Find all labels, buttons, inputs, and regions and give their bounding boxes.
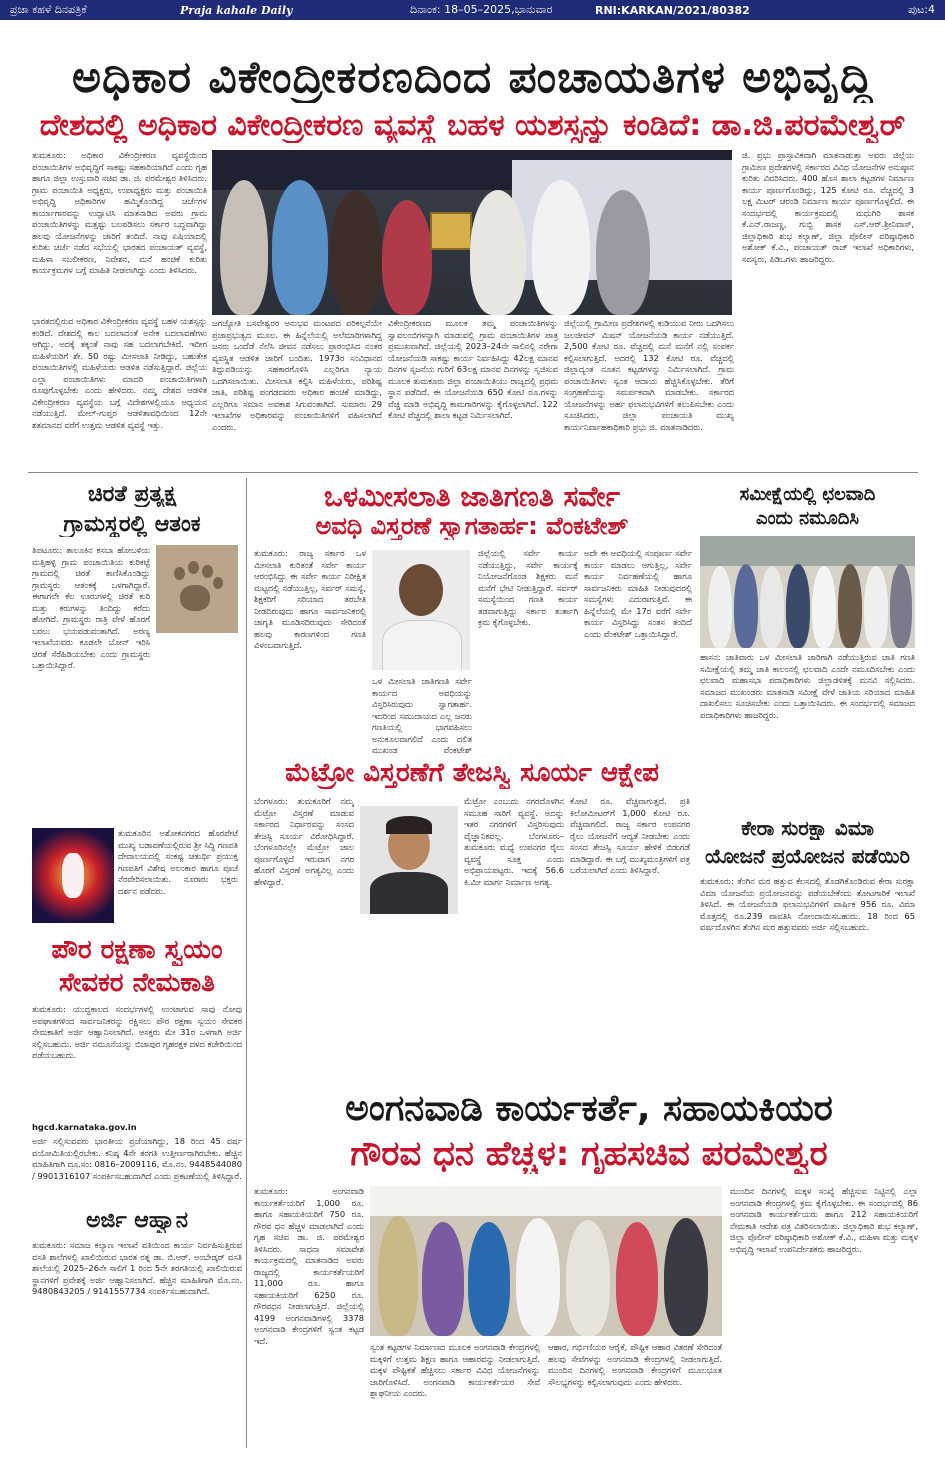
anganwadi-column-1: ತುಮಕೂರು: ಅಂಗನವಾಡಿ ಕಾರ್ಯಕರ್ತೆಯರಿಗೆ 1,000 ರೂ. ಹಾಗೂ ಸಹಾಯಕಿಯರಿಗೆ 750 ರೂ. ಗೌರವ ಧನ ಹೆಚ್ಚಳ ಮಾಡಲಾಗಿದೆ ಎಂದು ಗೃಹ ಸಚಿವ ಡಾ. ಜಿ. ಪರಮೇಶ್ವರ ತಿಳಿಸಿದರು. ಸಾಧನಾ ಸಮಾವೇಶ ಕಾರ್ಯಕ್ರಮದಲ್ಲಿ ಮಾತನಾಡಿದ ಅವರು ರಾಜ್ಯದಲ್ಲಿ ಕಾರ್ಯಕರ್ತೆಯರಿಗೆ 11,000 ರೂ. ಹಾಗೂ ಸಹಾಯಕಿಯರಿಗೆ 6250 ರೂ. ಗೌರವಧನ ನೀಡಲಾಗುತ್ತಿದೆ. ಜಿಲ್ಲೆಯಲ್ಲಿ 4199 ಅಂಗನವಾಡಿಗಳಲ್ಲಿ 3378 ಅಂಗನವಾಡಿ ಕೇಂದ್ರಗಳಿಗೆ ಸ್ವಂತ ಕಟ್ಟಡ ಇದೆ.	[254, 1186, 364, 1346]
anganwadi-column-2: ಸ್ವಂತ ಕಟ್ಟಡಗಳ ನಿರ್ಮಾಣದ ಮೂಲಕ ಅಂಗನವಾಡಿ ಕೇಂದ್ರಗಳಲ್ಲಿ ಮಕ್ಕಳಿಗೆ ಉತ್ತಮ ಶಿಕ್ಷಣ ಹಾಗೂ ಆಹಾರವನ್ನು ನೀಡಲಾಗುತ್ತಿದೆ. ಮಕ್ಕಳ ಪೌಷ್ಟಿಕತೆ ಹೆಚ್ಚಿಸಲು ಸರ್ಕಾರ ವಿವಿಧ ಯೋಜನೆಗಳನ್ನು ಜಾರಿಗೊಳಿಸಿದೆ. ಅಂಗನವಾಡಿ ಕಾರ್ಯಕರ್ತೆಯರ ಸೇವೆ ಶ್ಲಾಘನೀಯ ಎಂದರು.	[370, 1342, 540, 1398]
survey-headline-2: ಅವಧಿ ವಿಸ್ತರಣೆ ಸ್ವಾಗತಾರ್ಹ: ವೆಂಕಟೇಶ್	[315, 512, 629, 540]
protest-headline-1: ಸಮೀಕ್ಷೆಯಲ್ಲಿ ಛಲವಾದಿ	[739, 484, 876, 505]
survey-column-3: ಜಿಲ್ಲೆಯಲ್ಲಿ ಸರ್ವೇ ಕಾರ್ಯ ನಡೆಯುತ್ತಿದ್ದು, ಸರ್ವೇ ಕಾರ್ಯಕ್ಕೆ ನಿಯೋಜನೆಗೊಂಡ ಶಿಕ್ಷಕರು ಮನೆ ಮನೆಗೆ ಭೇಟಿ ನೀಡುತ್ತಿದ್ದಾರೆ. ಸರ್ವರ್ ಸಮಸ್ಯೆಯಿಂದ ಗಣತಿ ಕಾರ್ಯ ತಡವಾಗುತ್ತಿದ್ದು ಸರ್ಕಾರ ತುರ್ತಾಗಿ ಕ್ರಮ ಕೈಗೊಳ್ಳಬೇಕು.	[478, 548, 578, 627]
leopard-headline-1: ಚಿರತೆ ಪ್ರತ್ಯಕ್ಷ	[87, 482, 177, 507]
lead-column-4: ವಿಕೇಂದ್ರೀಕರಣದ ಮೂಲಕ ತಮ್ಮ ಪಂಚಾಯಿತಿಗಳನ್ನು ಸ್ವಾವಲಂಬಿಗಳನ್ನಾಗಿ ಮಾಡುವಲ್ಲಿ ಗ್ರಾಮ ಪಂಚಾಯಿತಿಗಳ ಪಾತ್ರ ಪ್ರಮುಖವಾಗಿದೆ. ಜಿಲ್ಲೆಯಲ್ಲಿ 2023–24ನೇ ಸಾಲಿನಲ್ಲಿ ನರೇಗಾ ಯೋಜನೆಯಡಿ ಸಾಕಷ್ಟು ಕಾರ್ಯ ನಿರ್ವಹಿಸಿದ್ದು 42ಲಕ್ಷ ಮಾನವ ದಿನಗಳ ಸೃಜನೆಯ ಗುರಿಗೆ 63ಲಕ್ಷ ಮಾನವ ದಿನಗಳನ್ನು ಸೃಜಿಸುವ ಮೂಲಕ ತುಮಕೂರು ಜಿಲ್ಲಾ ಪಂಚಾಯಿತಿಯು ರಾಜ್ಯದಲ್ಲಿ ಪ್ರಥಮ ಸ್ಥಾನ ಪಡೆದಿದೆ. ಈ ಯೋಜನೆಯಡಿ 650 ಕೋಟಿ ರೂ.ಗಳನ್ನು ವೆಚ್ಚ ಮಾಡಿ ಅಭಿವೃದ್ಧಿ ಕಾಮಗಾರಿಗಳನ್ನು ಕೈಗೊಳ್ಳಲಾಗಿದೆ. 122 ಕೋಟಿ ವೆಚ್ಚದಲ್ಲಿ ಶಾಲಾ ಕಟ್ಟಡ ನಿರ್ಮಿಸಲಾಗಿದೆ.	[388, 318, 558, 420]
venkatesh-portrait	[372, 550, 470, 670]
leopard-pawprint-photo	[156, 545, 238, 633]
kera-headline-2: ಯೋಜನೆ ಪ್ರಯೋಜನ ಪಡೆಯಿರಿ	[704, 844, 911, 868]
lead-column-2: ಭಾರತದಲ್ಲಿರುವ ಅಧಿಕಾರ ವಿಕೇಂದ್ರೀಕರಣ ವ್ಯವಸ್ಥೆ ಬಹಳ ಯಶಸ್ಸನ್ನು ಕಂಡಿದೆ. ದೇಶದಲ್ಲಿ ಕಾಲ ಬದಲಾದಂತೆ ಅನೇಕ ಬದಲಾವಣೆಗಳು ಆಗಿದ್ದು, ಅದಕ್ಕೆ ತಕ್ಕಂತೆ ನಾವು ಸಹ ಬದಲಾಗಬೇಕಿದೆ. ಇದೀಗ ಮಹಿಳೆಯರಿಗೆ ಶೇ. 50 ರಷ್ಟು ಮೀಸಲಾತಿ ನೀಡಿದ್ದು, ಬಹುತೇಕ ಪಂಚಾಯಿತಿಗಳಲ್ಲಿ ಮಹಿಳೆಯರು ಆಡಳಿತ ನಡೆಸುತ್ತಿದ್ದಾರೆ. ಜಿಲ್ಲೆಯ ಎಲ್ಲಾ ಪಂಚಾಯಿತಿಗಳು ಮಾದರಿ ಪಂಚಾಯಿತಿಗಳಾಗಿ ರೂಪುಗೊಳ್ಳಬೇಕು ಎಂದು ಹೇಳಿದರು. ನಮ್ಮ ದೇಶದ ಆಡಳಿತ ವಿಕೇಂದ್ರೀಕರಣ ವ್ಯವಸ್ಥೆಯ ಬಗ್ಗೆ ವಿದೇಶಗಳಲ್ಲಿಯೂ ಅಧ್ಯಯನ ನಡೆಯುತ್ತಿದೆ. ಮೇಲ್-ಗುಪ್ತರ ಆಡಳಿತಾವಧಿಯಿಂದ 12ನೇ ಶತಮಾನದ ವರೆಗೆ ಉತ್ತಮ ಆಡಳಿತ ವ್ಯವಸ್ಥೆ ಇತ್ತು.	[32, 316, 207, 430]
recruit-headline-1: ಪೌರ ರಕ್ಷಣಾ ಸ್ವಯಂ	[51, 935, 223, 965]
recruit-headline-2: ಸೇವಕರ ನೇಮಕಾತಿ	[59, 968, 215, 998]
masthead-rni: RNI:KARKAN/2021/80382	[595, 3, 750, 17]
survey-column-4: ಅದೇ ಈ ಅವಧಿಯಲ್ಲಿ ಸಂಪೂರ್ಣ ಸರ್ವೇ ಕಾರ್ಯ ಮಾಡಲು ಆಗುತ್ತಿಲ್ಲ, ಸರ್ವೇ ಕಾರ್ಯ ನಿರ್ವಹಣೆಯಲ್ಲಿ ಹಾಗೂ ಸಾರ್ವಜನಿಕರು ಮಾಹಿತಿ ನೀಡುವುದರಲ್ಲಿ ಸಮಸ್ಯೆಗಳು ಎದುರಾಗುತ್ತಿವೆ. ಈ ಹಿನ್ನೆಲೆಯಲ್ಲಿ ಮೇ 17ರ ವರೆಗೆ ಸರ್ವೇ ಕಾರ್ಯ ವಿಸ್ತರಿಸಿದ್ದು ಸಂತಸ ತಂದಿದೆ ಎಂದು ವೆಂಕಟೇಶ್ ಒತ್ತಾಯಿಸಿದ್ದಾರೆ.	[584, 548, 692, 639]
metro-column-2: ಮೆಟ್ರೋ ಎಂಬುದು ನಗರದೊಳಗಿನ ಸಮೂಹ ಸಾರಿಗೆ ವ್ಯವಸ್ಥೆ. ಅದನ್ನು ಇತರ ನಗರಗಳಿಗೆ ವಿಸ್ತರಿಸುವುದು ವೈಜ್ಞಾನಿಕವಲ್ಲ. ಬೆಂಗಳೂರು–ತುಮಕೂರು ಮಧ್ಯೆ ಉಪನಗರ ರೈಲು ವ್ಯವಸ್ಥೆ ಸೂಕ್ತ ಎಂದು ಅಭಿಪ್ರಾಯಪಟ್ಟರು. ಇದಕ್ಕೆ 56.6 ಕಿ.ಮೀ ಮಾರ್ಗ ನಿರ್ಮಾಣ ಅಗತ್ಯ.	[464, 796, 564, 887]
anganwadi-column-4: ಮುಂದಿನ ದಿನಗಳಲ್ಲಿ ಮಕ್ಕಳ ಸಂಖ್ಯೆ ಹೆಚ್ಚಿಸುವ ನಿಟ್ಟಿನಲ್ಲಿ ಎಲ್ಲಾ ಅಂಗನವಾಡಿ ಕೇಂದ್ರಗಳಲ್ಲಿ ಕ್ರಮ ಕೈಗೊಳ್ಳಬೇಕು. ಈ ಸಂದರ್ಭದಲ್ಲಿ 86 ಅಂಗನವಾಡಿ ಕಾರ್ಯಕರ್ತೆಯರು ಹಾಗೂ 212 ಸಹಾಯಕಿಯರಿಗೆ ನೇಮಕಾತಿ ಆದೇಶ ಪತ್ರ ವಿತರಿಸಲಾಯಿತು. ಜಿಲ್ಲಾಧಿಕಾರಿ ಶುಭ ಕಲ್ಯಾಣ್, ಜಿಲ್ಲಾ ಪೊಲೀಸ್ ವರಿಷ್ಠಾಧಿಕಾರಿ ಅಶೋಕ್ ಕೆ.ವಿ., ಮಹಿಳಾ ಮತ್ತು ಮಕ್ಕಳ ಅಭಿವೃದ್ಧಿ ಇಲಾಖೆ ಉಪನಿರ್ದೇಶಕರು ಹಾಜರಿದ್ದರು.	[730, 1186, 918, 1254]
lead-headline: ಅಧಿಕಾರ ವಿಕೇಂದ್ರೀಕರಣದಿಂದ ಪಂಚಾಯತಿಗಳ ಅಭಿವೃದ್ಧಿ	[72, 52, 873, 103]
masthead-paper-name: ಪ್ರಜಾ ಕಹಳೆ ದಿನಪತ್ರಿಕೆ	[10, 3, 87, 16]
recruit-link[interactable]: hgcd.karnataka.gov.in	[32, 1122, 137, 1132]
column-divider	[246, 478, 247, 1448]
survey-column-1: ತುಮಕೂರು: ರಾಜ್ಯ ಸರ್ಕಾರ ಒಳ ಮೀಸಲಾತಿ ಕುರಿತಂತೆ ಸರ್ವೇ ಕಾರ್ಯ ಆರಂಭಿಸಿದ್ದು ಈ ಸರ್ವೇ ಕಾರ್ಯ ನಿರೀಕ್ಷಿತ ಮಟ್ಟದಲ್ಲಿ ನಡೆಯುತ್ತಿಲ್ಲ, ಸರ್ವರ್ ಸಮಸ್ಯೆ, ಶಿಕ್ಷಕರಿಗೆ ಸರಿಯಾದ ತರಬೇತಿ ನೀಡದಿರುವುದು ಹಾಗೂ ಸಾರ್ವಜನಿಕರಲ್ಲಿ ಜಾಗೃತಿ ಮೂಡಿಸದಿರುವುದು ಸೇರಿದಂತೆ ಹಲವು ಕಾರಣಗಳಿಂದ ಗಣತಿ ವಿಳಂಬವಾಗುತ್ತಿದೆ.	[254, 548, 366, 650]
lead-column-3: ಜಗಜ್ಯೋತಿ ಬಸವೇಶ್ವರರ ಅನುಭವ ಮಂಟಪದ ಪರಿಕಲ್ಪನೆಯೇ ಪ್ರಜಾಪ್ರಭುತ್ವದ ಮೂಲ. ಈ ಹಿನ್ನೆಲೆಯಲ್ಲಿ ಅಲೆಮಾರಿಗಳಾಗಿದ್ದ ಜನರು ಒಂದೆಡೆ ನೆಲೆಸಿ ಜೀವನ ನಡೆಸಲು ಪ್ರಾರಂಭಿಸಿದ ನಂತರ ವ್ಯವಸ್ಥಿತ ಆಡಳಿತ ಜಾರಿಗೆ ಬಂದಿತು. 1973ರ ಸಂವಿಧಾನದ ತಿದ್ದುಪಡಿಯನ್ನು ಸಹಕಾರಗೊಳಿಸಿ ಎಲ್ಲರಿಗೂ ನ್ಯಾಯ ಒದಗಿಸಲಾಯಿತು. ಮೀಸಲಾತಿ ಕಲ್ಪಿಸಿ ಮಹಿಳೆಯರು, ಪರಿಶಿಷ್ಟ ಜಾತಿ, ಪರಿಶಿಷ್ಟ ಪಂಗಡದವರು ಅಧಿಕಾರ ಹಂಚಿಕೆ ಮಾಡಿದ್ದು, ಎಲ್ಲರಿಗೂ ಸಮಾನ ಅವಕಾಶ ಸಿಗುವಂತಾಗಿದೆ. ಸುಮಾರು 29 ಇಲಾಖೆಗಳ ಅಧಿಕಾರವನ್ನು ಪಂಚಾಯಿತಿಗಳಿಗೆ ವಹಿಸಲಾಗಿದೆ ಎಂದರು.	[212, 318, 382, 432]
masthead-page: ಪುಟ:4	[908, 3, 935, 16]
protest-body: ಹಾಸನ: ಜಾತಿವಾರು ಒಳ ಮೀಸಲಾತಿ ಜಾರಿಗಾಗಿ ನಡೆಯುತ್ತಿರುವ ಜಾತಿ ಗಣತಿ ಸಮೀಕ್ಷೆಯಲ್ಲಿ ತಮ್ಮ ಜಾತಿ ಕಾಲಂನಲ್ಲಿ ಛಲವಾದಿ ಎಂದೇ ನಮೂದಿಸಬೇಕು ಎಂದು ಛಲವಾದಿ ಮಹಾಸಭಾ ಪದಾಧಿಕಾರಿಗಳು ಜಿಲ್ಲಾಡಳಿತಕ್ಕೆ ಮನವಿ ಸಲ್ಲಿಸಿದರು. ಸಮಾಜದ ಮುಖಂಡರು ಮಾತನಾಡಿ ಸಮೀಕ್ಷೆ ವೇಳೆ ಜಾತಿಯ ಸರಿಯಾದ ಮಾಹಿತಿ ದಾಖಲಿಸಲು ಸೂಚಿಸಬೇಕು ಎಂದು ಒತ್ತಾಯಿಸಿದರು. ಈ ಸಂದರ್ಭದಲ್ಲಿ ಸಮಾಜದ ಪದಾಧಿಕಾರಿಗಳು ಹಾಜರಿದ್ದರು.	[700, 652, 915, 720]
recruit-body: ತುಮಕೂರು: ಯುದ್ಧಕಾಲದ ಸಂದರ್ಭಗಳಲ್ಲಿ ಉಂಟಾಗುವ ಸಾವು ನೋವು ಅಪಘಾತಗಳಿಂದ ಸಾರ್ವಜನಿಕರನ್ನು ರಕ್ಷಿಸಲು ಪೌರ ರಕ್ಷಣಾ ಸ್ವಯಂ ಸೇವಕರ ನೇಮಕಾತಿಗೆ ಅರ್ಜಿ ಆಹ್ವಾನಿಸಲಾಗಿದೆ. ಆಸಕ್ತರು ಮೇ 31ರ ಒಳಗಾಗಿ ಅರ್ಜಿ ಸಲ್ಲಿಸಬಹುದು. ಅರ್ಜಿ ನಮೂನೆಯನ್ನು ಬಿಜಾಪುರ ಗೃಹರಕ್ಷಕ ದಳದ ಕಚೇರಿಯಿಂದ ಪಡೆಯಬಹುದು.	[32, 1004, 242, 1060]
masthead-brand: Praja kahale Daily	[180, 3, 293, 17]
metro-column-3: ಕೋಟಿ ರೂ. ವೆಚ್ಚವಾಗುತ್ತದೆ. ಪ್ರತಿ ಕಿಲೋಮೀಟರ್‌ಗೆ 1,000 ಕೋಟಿ ರೂ. ವೆಚ್ಚವಾಗಲಿದೆ. ರಾಜ್ಯ ಸರ್ಕಾರ ಉಪನಗರ ರೈಲು ಯೋಜನೆಗೆ ಆದ್ಯತೆ ನೀಡಬೇಕು ಎಂದು ಸಂಸದ ತೇಜಸ್ವಿ ಸೂರ್ಯ ಹೇಳಿಕೆ ಬಿಡುಗಡೆ ಮಾಡಿದ್ದಾರೆ. ಈ ಬಗ್ಗೆ ಮುಖ್ಯಮಂತ್ರಿಗಳಿಗೆ ಪತ್ರ ಬರೆಯಲಾಗಿದೆ ಎಂದು ತಿಳಿಸಿದ್ದಾರೆ.	[570, 796, 690, 875]
survey-headline-1: ಒಳಮೀಸಲಾತಿ ಜಾತಿಗಣತಿ ಸರ್ವೇ	[324, 480, 620, 513]
metro-column-1: ಬೆಂಗಳೂರು: ತುಮಕೂರಿಗೆ ನಮ್ಮ ಮೆಟ್ರೋ ವಿಸ್ತರಣೆ ಮಾಡುವ ಸರ್ಕಾರದ ನಿರ್ಧಾರವನ್ನು ಸಂಸದ ತೇಜಸ್ವಿ ಸೂರ್ಯ ವಿರೋಧಿಸಿದ್ದಾರೆ. ಬೆಂಗಳೂರಿನಲ್ಲೇ ಮೆಟ್ರೋ ಜಾಲ ಪೂರ್ಣಗೊಳ್ಳದೆ ಇರುವಾಗ ನಗರ ಹೊರಗೆ ವಿಸ್ತರಣೆ ಅಗತ್ಯವಿಲ್ಲ ಎಂದು ಹೇಳಿದ್ದಾರೆ.	[254, 796, 354, 887]
anganwadi-column-3: ಆಹಾರ, ಗರ್ಭಿಣಿಯರ ಆರೈಕೆ, ಪೌಷ್ಟಿಕ ಆಹಾರ ವಿತರಣೆ ಸೇರಿದಂತೆ ಹಲವು ಸೇವೆಗಳನ್ನು ಅಂಗನವಾಡಿ ಕೇಂದ್ರಗಳಲ್ಲಿ ನೀಡಲಾಗುತ್ತಿದೆ. ಮುಂದಿನ ದಿನಗಳಲ್ಲಿ ಅಂಗನವಾಡಿ ಕೇಂದ್ರಗಳಿಗೆ ಮೂಲಭೂತ ಸೌಲಭ್ಯಗಳನ್ನು ಕಲ್ಪಿಸಲಾಗುವುದು ಎಂದು ಹೇಳಿದರು.	[548, 1342, 722, 1387]
kera-body: ತುಮಕೂರು: ತೆಂಗಿನ ಮರ ಹತ್ತುವ ಕೆಲಸದಲ್ಲಿ ತೊಡಗಿಕೊಂಡಿರುವ ಕೇರಾ ಸುರಕ್ಷಾ ವಿಮಾ ಯೋಜನೆಯ ಪ್ರಯೋಜನವನ್ನು ಪಡೆಯಬೇಕೆಂದು ತೋಟಗಾರಿಕೆ ಇಲಾಖೆ ತಿಳಿಸಿದೆ. ಈ ಯೋಜನೆಯಡಿ ಫಲಾನುಭವಿಗಳಿಗೆ ವಾರ್ಷಿಕ 956 ರೂ. ವಿಮಾ ಮೊತ್ತದಲ್ಲಿ ರೂ.239 ಪಾವತಿಸಿ ನೋಂದಾಯಿಸಬಹುದು. 18 ರಿಂದ 65 ವರ್ಷದೊಳಗಿನ ತೆಂಗಿನ ಮರ ಹತ್ತುವವರು ಅರ್ಜಿ ಸಲ್ಲಿಸಬಹುದು.	[700, 876, 915, 932]
protest-group-photo	[700, 536, 915, 648]
apply-headline: ಅರ್ಜಿ ಆಹ್ವಾನ	[85, 1208, 189, 1233]
temple-deity-photo	[32, 828, 114, 923]
lead-column-1: ತುಮಕೂರು: ಅಧಿಕಾರ ವಿಕೇಂದ್ರೀಕರಣ ವ್ಯವಸ್ಥೆಯಿಂದ ಪಂಚಾಯಿತಿಗಳ ಅಭಿವೃದ್ಧಿಗೆ ಸಾಕಷ್ಟು ಸಹಕಾರಿಯಾಗಿದೆ ಎಂದು ಗೃಹ ಹಾಗೂ ಜಿಲ್ಲಾ ಉಸ್ತುವಾರಿ ಸಚಿವ ಡಾ. ಜಿ. ಪರಮೇಶ್ವರ ತಿಳಿಸಿದರು. ಗ್ರಾಮ ಪಂಚಾಯಿತಿ ಅಧ್ಯಕ್ಷರು, ಉಪಾಧ್ಯಕ್ಷರು ಮತ್ತು ಪಂಚಾಯಿತಿ ಅಭಿವೃದ್ಧಿ ಅಧಿಕಾರಿಗಳ ಹಮ್ಮಿಕೊಂಡಿದ್ದ ಚರ್ಚೆಗಳ ಕಾರ್ಯಾಗಾರವನ್ನು ಉದ್ಘಾಟಿಸಿ ಮಾತನಾಡಿದ ಅವರು ಗ್ರಾಮ ಪಂಚಾಯಿತಿಗಳನ್ನು ಮತ್ತಷ್ಟು ಬಲಪಡಿಸಲು ಸರ್ಕಾರ ಬದ್ಧವಾಗಿದ್ದು ಹಲವು ಯೋಜನೆಗಳನ್ನು ಜಾರಿಗೆ ತಂದಿದೆ. ನಾವು ಏಷಿಯಾದಲ್ಲಿ ಕುರಿತು ಚರ್ಚೆ ನಡೆದ ಸಭೆಯಲ್ಲಿ ಭಾರತದ ಪಂಚಾಯತ್ ವ್ಯವಸ್ಥೆ, ಮಹಿಳಾ ಸಬಲೀಕರಣ, ನಿವೇಶನ, ಮನೆ ಹಂಚಿಕೆ ಕುರಿತು ಕಾರ್ಯಕ್ರಮಗಳ ಬಗ್ಗೆ ಮಾಹಿತಿ ನೀಡಲಾಗಿದ್ದು ಎಂದು ತಿಳಿಸಿದರು.	[32, 150, 207, 275]
section-divider	[28, 472, 918, 473]
lead-column-5: ಜಿಲ್ಲೆಯಲ್ಲಿ ಗ್ರಾಮೀಣ ಪ್ರದೇಶಗಳಲ್ಲಿ ಕುಡಿಯುವ ನೀರು ಒದಗಿಸಲು ಜಲಜೀವನ್ ಮಿಷನ್ ಯೋಜನೆಯಡಿ ಕಾರ್ಯ ನಡೆಯುತ್ತಿದೆ. 2,500 ಕೋಟಿ ರೂ. ವೆಚ್ಚದಲ್ಲಿ ಮನೆ ಮನೆಗೆ ನಲ್ಲಿ ಸಂಪರ್ಕ ಕಲ್ಪಿಸಲಾಗುತ್ತಿದೆ. ಅದರಲ್ಲಿ 132 ಕೋಟಿ ರೂ. ವೆಚ್ಚದಲ್ಲಿ ಜಿಲ್ಲಾದ್ಯಂತ ನೂತನ ಕಟ್ಟಡಗಳನ್ನು ನಿರ್ಮಿಸಲಾಗಿದೆ. ಗ್ರಾಮ ಪಂಚಾಯಿತಿಗಳು ಸ್ವಂತ ಆದಾಯ ಹೆಚ್ಚಿಸಿಕೊಳ್ಳಬೇಕು. ತೆರಿಗೆ ಸಂಗ್ರಹಣೆಯನ್ನು ಸಮರ್ಪಕವಾಗಿ ಮಾಡಬೇಕು. ಸರ್ಕಾರದ ಯೋಜನೆಗಳನ್ನು ಅರ್ಹ ಫಲಾನುಭವಿಗಳಿಗೆ ತಲುಪಿಸಬೇಕು ಎಂದು ಸೂಚಿಸಿದರು. ಜಿಲ್ಲಾ ಪಂಚಾಯತಿ ಮುಖ್ಯ ಕಾರ್ಯನಿರ್ವಾಹಕಾಧಿಕಾರಿ ಪ್ರಭು ಜಿ. ಮಾತನಾಡಿದರು.	[564, 318, 734, 432]
leopard-headline-2: ಗ್ರಾಮಸ್ಥರಲ್ಲಿ ಆತಂಕ	[63, 512, 201, 537]
metro-headline: ಮೆಟ್ರೋ ವಿಸ್ತರಣೆಗೆ ತೇಜಸ್ವಿ ಸೂರ್ಯ ಆಕ್ಷೇಪ	[285, 758, 659, 788]
leopard-body: ತಿಪಟೂರು: ತಾಲೂಕಿನ ಕಸಬಾ ಹೋಬಳಿಯ ಮತ್ತಿಹಳ್ಳಿ ಗ್ರಾಮ ಪಂಚಾಯಿತಿಯ ಕುರಿಕಟ್ಟೆ ಗ್ರಾಮದಲ್ಲಿ ಚಿರತೆ ಕಾಣಿಸಿಕೊಂಡಿದ್ದು ಗ್ರಾಮಸ್ಥರು ಆತಂಕಕ್ಕೆ ಒಳಗಾಗಿದ್ದಾರೆ. ಈಗಾಗಲೇ ಕೆಲ ಊರುಗಳಲ್ಲಿ ಚಿರತೆ ಕುರಿ ಮತ್ತು ಕರುಗಳನ್ನು ತಿಂದಿದ್ದು ಕರೆದು ಹೋಗಿದೆ. ಗ್ರಾಮಸ್ಥರು ರಾತ್ರಿ ವೇಳೆ ಹೊರಗೆ ಬರಲು ಭಯಪಡುವಂತಾಗಿದೆ. ಅರಣ್ಯ ಇಲಾಖೆಯವರು ಕೂಡಲೇ ಬೋನ್ ಇರಿಸಿ ಚಿರತೆ ಸೆರೆಹಿಡಿಯಬೇಕು ಎಂದು ಗ್ರಾಮಸ್ಥರು ಒತ್ತಾಯಿಸಿದ್ದಾರೆ.	[32, 545, 150, 670]
tejasvi-surya-portrait	[360, 806, 458, 914]
masthead	[0, 0, 945, 20]
temple-body: ತುಮಕೂರಿನ ಅಶೋಕನಗರದ ಹೊರಪೇಟೆ ಮುಖ್ಯ ಬಡಾವಣೆಯಲ್ಲಿರುವ ಶ್ರೀ ಸಿದ್ಧಿ ಗಣಪತಿ ದೇವಾಲಯದಲ್ಲಿ ಸಂಕಷ್ಟ ಚತುರ್ಥಿ ಪ್ರಯುಕ್ತ ಗಣಪತಿಗೆ ವಿಶೇಷ ಅಲಂಕಾರ ಹಾಗೂ ಪೂಜೆ ನೆರವೇರಿಸಲಾಯಿತು. ನೂರಾರು ಭಕ್ತರು ದರ್ಶನ ಪಡೆದರು.	[118, 828, 238, 896]
anganwadi-headline-1: ಅಂಗನವಾಡಿ ಕಾರ್ಯಕರ್ತೆ, ಸಹಾಯಕಿಯರ	[345, 1088, 833, 1129]
lead-award-photo	[212, 150, 732, 315]
protest-headline-2: ಎಂದು ನಮೂದಿಸಿ	[756, 508, 859, 529]
survey-column-2: ಒಳ ಮೀಸಲಾತಿ ಜಾತಿಗಣತಿ ಸರ್ವೇ ಕಾರ್ಯದ ಅವಧಿಯನ್ನು ವಿಸ್ತರಿಸಿರುವುದು ಸ್ವಾಗತಾರ್ಹ. ಇದರಿಂದ ಸಮುದಾಯದ ಎಲ್ಲ ಜನರು ಗಣತಿಯಲ್ಲಿ ಭಾಗವಹಿಸಲು ಅನುಕೂಲವಾಗಲಿದೆ ಎಂದು ದಲಿತ ಮುಖಂಡ ವೆಂಕಟೇಶ್	[372, 676, 472, 755]
apply-body: ತುಮಕೂರು: ಸಮಾಜ ಕಲ್ಯಾಣ ಇಲಾಖೆ ವತಿಯಿಂದ ಕಾರ್ಯ ನಿರ್ವಹಿಸುತ್ತಿರುವ ವಸತಿ ಶಾಲೆಗಳಲ್ಲಿ ಖಾಲಿಯಿರುವ ಭಾರತ ರತ್ನ ಡಾ. ಬಿ.ಆರ್. ಅಂಬೇಡ್ಕರ್ ವಸತಿ ಶಾಲೆಯಲ್ಲಿ 2025–26ನೇ ಸಾಲಿಗೆ 1 ರಿಂದ 5ನೇ ತರಗತಿಯಲ್ಲಿ ಖಾಲಿಯಿರುವ ಸ್ಥಾನಗಳಿಗೆ ಪ್ರವೇಶಕ್ಕೆ ಅರ್ಜಿ ಆಹ್ವಾನಿಸಲಾಗಿದೆ. ಹೆಚ್ಚಿನ ಮಾಹಿತಿಗಾಗಿ ಮೊ.ನಂ. 9480843205 / 9141557734 ಸಂಪರ್ಕಿಸಬಹುದಾಗಿದೆ.	[32, 1240, 242, 1296]
lead-column-6: ಜಿ. ಪ್ರಭು ಪ್ರಾಸ್ತಾವಿಕವಾಗಿ ಮಾತನಾಡುತ್ತಾ ಅವರು ಜಿಲ್ಲೆಯ ಗ್ರಾಮೀಣ ಪ್ರದೇಶಗಳಲ್ಲಿ ಸರ್ಕಾರದ ವಿವಿಧ ಯೋಜನೆಗಳ ಅನುಷ್ಠಾನ ಕುರಿತು ವಿವರಿಸಿದರು. 400 ಹೊಸ ಶಾಲಾ ಕಟ್ಟಡಗಳ ನಿರ್ಮಾಣ ಕಾರ್ಯ ಪೂರ್ಣಗೊಂಡಿದ್ದು, 125 ಕೋಟಿ ರೂ. ವೆಚ್ಚದಲ್ಲಿ 3 ಲಕ್ಷ ಮಿಟರ್ ಚರಂಡಿ ನಿರ್ಮಾಣ ಕಾರ್ಯ ಪೂರ್ಣಗೊಳ್ಳಲಿದೆ. ಈ ಸಂದರ್ಭದಲ್ಲಿ ಕಾರ್ಯಕ್ರಮದಲ್ಲಿ ಮಧುಗಿರಿ ಶಾಸಕ ಕೆ.ಎನ್.ರಾಜಣ್ಣ, ಗುಬ್ಬಿ ಶಾಸಕ ಎಸ್.ಆರ್.ಶ್ರೀನಿವಾಸ್, ಜಿಲ್ಲಾಧಿಕಾರಿ ಶುಭ ಕಲ್ಯಾಣ್, ಜಿಲ್ಲಾ ಪೊಲೀಸ್ ವರಿಷ್ಠಾಧಿಕಾರಿ ಅಶೋಕ್ ಕೆ.ವಿ., ಪಂಚಾಯತ್ ರಾಜ್ ಇಲಾಖೆ ಅಧಿಕಾರಿಗಳು, ಸದಸ್ಯರು, ಪಿಡಿಒಗಳು ಹಾಜರಿದ್ದರು.	[742, 150, 914, 264]
masthead-date: ದಿನಾಂಕ: 18–05–2025,ಭಾನುವಾರ	[410, 3, 553, 16]
anganwadi-headline-2: ಗೌರವ ಧನ ಹೆಚ್ಚಳ: ಗೃಹಸಚಿವ ಪರಮೇಶ್ವರ	[350, 1134, 828, 1174]
anganwadi-event-photo	[370, 1186, 722, 1336]
lead-subheadline: ದೇಶದಲ್ಲಿ ಅಧಿಕಾರ ವಿಕೇಂದ್ರೀಕರಣ ವ್ಯವಸ್ಥೆ ಬಹಳ ಯಶಸ್ಸನ್ನು ಕಂಡಿದೆ: ಡಾ.ಜಿ.ಪರಮೇಶ್ವರ್	[39, 108, 906, 143]
kera-headline-1: ಕೇರಾ ಸುರಕ್ಷಾ ವಿಮಾ	[741, 816, 874, 840]
recruit-body-2: ಅರ್ಜಿ ಸಲ್ಲಿಸುವವರು ಭಾರತೀಯ ಪ್ರಜೆಯಾಗಿದ್ದು, 18 ರಿಂದ 45 ವರ್ಷ ವಯೋಮಿತಿಯಲ್ಲಿರಬೇಕು. ಕನಿಷ್ಠ 4ನೇ ತರಗತಿ ಉತ್ತೀರ್ಣರಾಗಿರಬೇಕು. ಹೆಚ್ಚಿನ ಮಾಹಿತಿಗಾಗಿ ದೂ.ಸಂ: 0816–2009116, ಮೊ.ನಂ. 9448544080 / 9901316107 ಸಂಪರ್ಕಿಸಬಹುದಾಗಿದೆ ಎಂದು ಪ್ರಕಟಣೆಯಲ್ಲಿ ತಿಳಿಸಿದ್ದಾರೆ.	[32, 1136, 242, 1181]
